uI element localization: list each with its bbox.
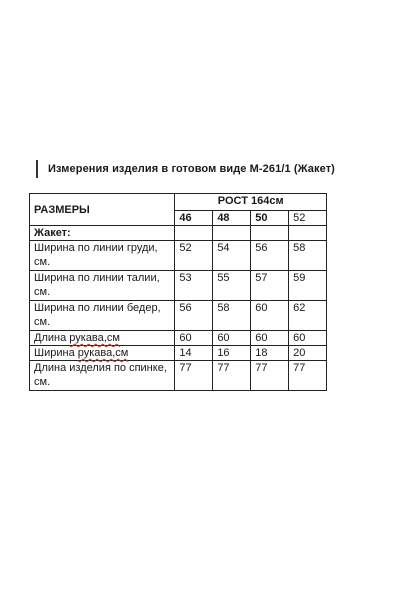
measurement-label-prefix: Длина (34, 332, 70, 344)
value-cell: 54 (213, 241, 251, 271)
section-label-cell: Жакет: (30, 226, 175, 241)
table-row (30, 346, 327, 361)
value-cell: 20 (289, 346, 327, 361)
table-row (30, 301, 327, 331)
value-cell: 60 (213, 331, 251, 346)
sizes-label: РАЗМЕРЫ (34, 203, 90, 216)
value-cell: 58 (213, 301, 251, 331)
table-row (30, 271, 327, 301)
height-label-cell (175, 194, 327, 211)
measurement-label-cell (30, 361, 175, 391)
empty-cell (289, 226, 327, 241)
size-header-cell: 48 (213, 211, 251, 226)
measurement-label-line2: см. (34, 376, 51, 388)
measurement-label-line1: Ширина по линии груди, (34, 242, 158, 254)
value-cell: 16 (213, 346, 251, 361)
value-cell: 77 (175, 361, 213, 391)
measurement-label-cell (30, 241, 175, 271)
size-chart-table (29, 193, 327, 391)
measurement-label-line2: см. (34, 316, 51, 328)
value-cell: 62 (289, 301, 327, 331)
measurement-label-prefix: Ширина (34, 347, 78, 359)
measurement-label-word: рукава,см (69, 332, 120, 344)
height-label: РОСТ 164см (217, 195, 284, 207)
value-cell: 77 (289, 361, 327, 391)
value-cell: 77 (213, 361, 251, 391)
size-header-cell: 50 (251, 211, 289, 226)
table-row (30, 331, 327, 346)
measurement-label-cell (30, 331, 175, 346)
value-cell: 59 (289, 271, 327, 301)
measurement-label-cell (30, 301, 175, 331)
measurement-label-cell (30, 346, 175, 361)
measurement-label-line1: Ширина по линии талии, (34, 272, 160, 284)
value-cell: 18 (251, 346, 289, 361)
value-cell: 60 (175, 331, 213, 346)
value-cell: 60 (251, 331, 289, 346)
sizes-label-cell (30, 194, 175, 226)
measurement-label-cell (30, 271, 175, 301)
measurement-label-line1: Длина изделия по спинке, (34, 362, 167, 374)
value-cell: 60 (251, 301, 289, 331)
value-cell: 77 (251, 361, 289, 391)
value-cell: 56 (251, 241, 289, 271)
measurement-label-line2: см. (34, 286, 51, 298)
value-cell: 60 (289, 331, 327, 346)
size-header-cell: 46 (175, 211, 213, 226)
measurement-label-word: рукава,см (77, 347, 129, 359)
value-cell: 57 (251, 271, 289, 301)
value-cell: 53 (175, 271, 213, 301)
measurement-label-line2: см. (34, 256, 51, 268)
empty-cell (251, 226, 289, 241)
size-header-cell: 52 (289, 211, 327, 226)
table-row (30, 361, 327, 391)
empty-cell (175, 226, 213, 241)
document-title: Измерения изделия в готовом виде М-261/1 (Жакет) (48, 163, 335, 175)
table-row-height (30, 194, 327, 211)
table-row (30, 241, 327, 271)
title-bar-decoration (36, 160, 38, 178)
value-cell: 55 (213, 271, 251, 301)
value-cell: 56 (175, 301, 213, 331)
table-row-section (30, 226, 327, 241)
measurement-label-line1: Ширина по линии бедер, (34, 302, 161, 314)
value-cell: 52 (175, 241, 213, 271)
empty-cell (213, 226, 251, 241)
value-cell: 14 (175, 346, 213, 361)
value-cell: 58 (289, 241, 327, 271)
